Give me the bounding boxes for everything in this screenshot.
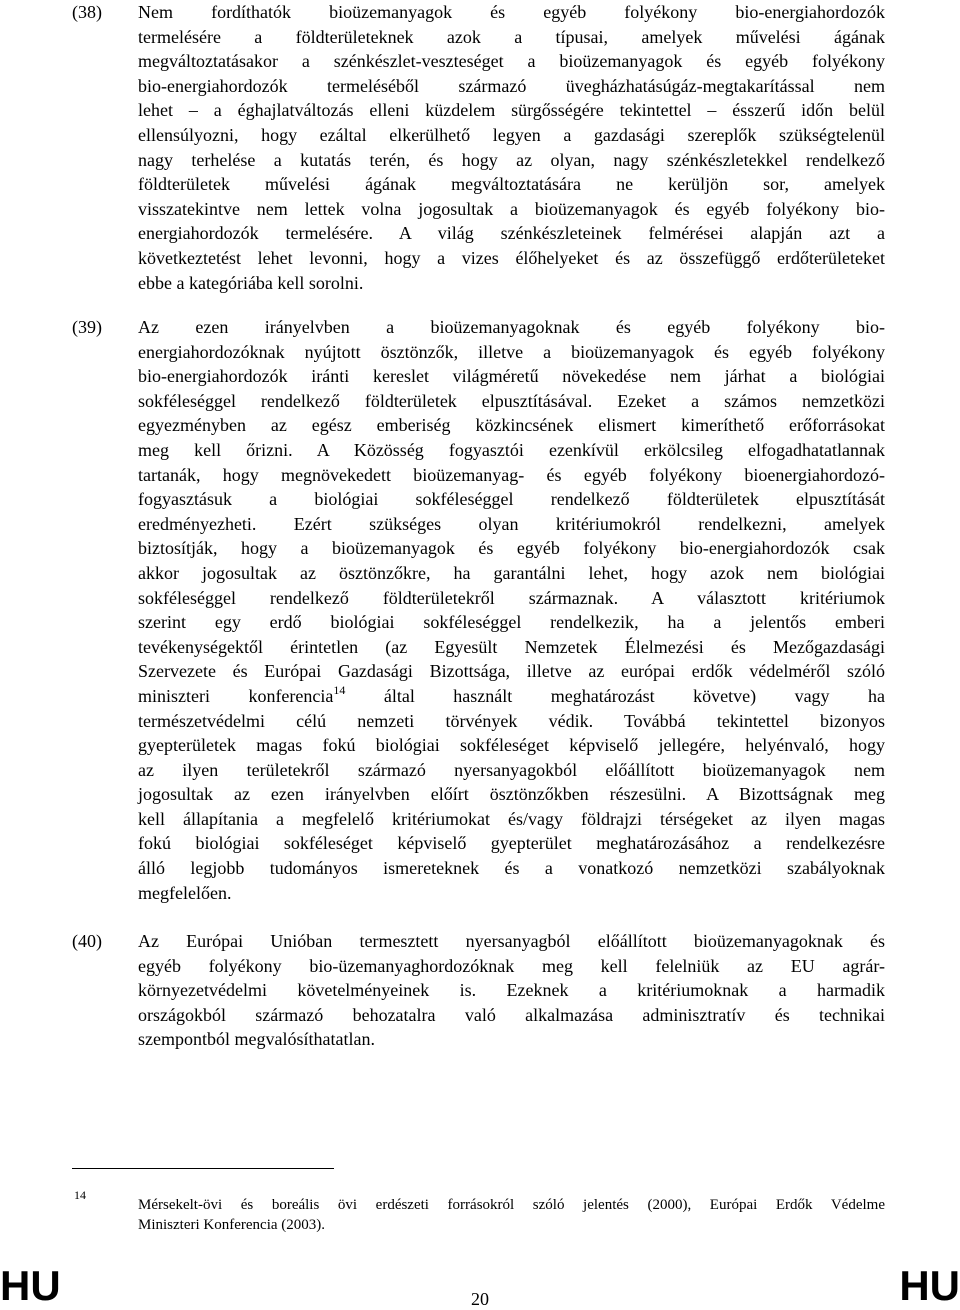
text-fragment: miniszteri konferencia [138, 685, 334, 706]
text-line: biztosítják, hogy a bioüzemanyagok és egyéb folyékony bio-energiahordozók csak [138, 538, 885, 559]
text-line: gyepterületek magas fokú biológiai sokféleséget képviselő jellegére, helyénvaló, hogy [138, 735, 885, 756]
paragraph-number: (39) [72, 317, 102, 337]
text-line: meg kell őrizni. A Közösség fogyasztói ezenkívül erkölcsileg elfogadhatatlannak [138, 439, 885, 460]
text-fragment: által használt meghatározást követve) vagy ha [383, 685, 886, 706]
footnote-line: Miniszteri Konferencia (2003). [138, 1217, 326, 1233]
footnote-text [138, 1195, 885, 1235]
paragraph-number: (40) [72, 931, 102, 951]
footnote-divider [72, 1168, 334, 1169]
text-line: bio-energiahordozók termeléséből származó üvegházhatásúgáz-megtakarítással nem [138, 75, 885, 96]
paragraph-number: (38) [72, 2, 102, 22]
text-line: ellensúlyozni, hogy ezáltal elkerülhető legyen a gazdasági szereplők szükségtelenül [138, 124, 885, 145]
text-line: országokból származó behozatalra való alkalmazása adminisztratív és technikai [138, 1004, 885, 1025]
text-line: sokféleséggel rendelkező földterületekről származnak. A választott kritériumok [138, 587, 885, 608]
text-line: bio-energiahordozók iránti kereslet világméretű növekedése nem járhat a biológiai [138, 366, 885, 387]
footnote-line: Mérsekelt-övi és boreális övi erdészeti forrásokról szóló jelentés (2000), Európai Erdők Védelme [138, 1197, 885, 1213]
text-line: Nem fordíthatók bioüzemanyagok és egyéb folyékony bio-energiahordozók [138, 2, 885, 22]
paragraph-text [138, 315, 885, 905]
language-code-right: HU [899, 1262, 960, 1309]
paragraph-text [138, 0, 885, 295]
text-line: egyéb folyékony bio-üzemanyaghordozóknak meg kell felelniük az EU agrár- [138, 955, 885, 976]
text-line: tartanák, hogy megnövekedett bioüzemanyag- és egyéb folyékony bioenergiahordozó- [138, 464, 885, 485]
text-line: ebbe a kategóriába kell sorolni. [138, 272, 364, 293]
text-line: tevékenységektől érintetlen (az Egyesült Nemzetek Élelmezési és Mezőgazdasági [138, 636, 885, 657]
text-line: fokú biológiai sokféleséget képviselő gyepterület meghatározásához a rendelkezésre [138, 833, 885, 854]
text-line: egyezményben az egész emberiség közkincsének elismert kimeríthető erőforrásokat [138, 415, 885, 436]
text-line: eredményezheti. Ezért szükséges olyan kritériumokról rendelkezni, amelyek [138, 513, 885, 534]
text-line: visszatekintve nem lettek volna jogosultak a bioüzemanyagok és egyéb folyékony bio- [138, 198, 885, 219]
language-code-left: HU [0, 1262, 61, 1309]
page-number: 20 [471, 1289, 489, 1309]
text-line: következtetést lehet levonni, hogy a vizes élőhelyeket és az összefüggő erdőterületeket [138, 247, 885, 268]
text-line: fogyasztásuk a biológiai sokféleséggel rendelkező földterületek elpusztítását [138, 489, 885, 510]
text-line: sokféleséggel rendelkező földterületek elpusztításával. Ezeket a számos nemzetközi [138, 390, 885, 411]
text-line: Szervezete és Európai Gazdasági Bizottsága, illetve az európai erdők védelméről szóló [138, 661, 885, 682]
footnote-number: 14 [74, 1188, 86, 1202]
text-line: akkor jogosultak az ösztönzőkre, ha garantálni lehet, hogy azok nem biológiai [138, 562, 885, 583]
text-line: környezetvédelmi követelményeinek is. Ezeknek a kritériumoknak a harmadik [138, 980, 885, 1001]
text-line: Az Európai Unióban termesztett nyersanyagból előállított bioüzemanyagoknak és [138, 931, 885, 951]
footnote-reference[interactable]: 14 [333, 682, 346, 697]
text-line: termelésére a földterületeknek azok a típusai, amelyek művelési ágának [138, 26, 885, 47]
text-line: szerint egy erdő biológiai sokféleséggel rendelkezik, ha a jelentős emberi [138, 612, 885, 633]
text-line: energiahordozóknak nyújtott ösztönzők, illetve a bioüzemanyagok és egyéb folyékony [138, 341, 885, 362]
text-line: lehet – a éghajlatváltozás elleni küzdelem sürgősségére tekintettel – ésszerű időn belül [138, 100, 885, 121]
text-line: az ilyen területekről származó nyersanyagokból előállított bioüzemanyagok nem [138, 759, 885, 780]
text-line: megfelelően. [138, 882, 232, 903]
text-line: kell állapítania a megfelelő kritériumokat és/vagy földrajzi térségeket az ilyen magas [138, 808, 885, 829]
text-line: jogosultak az ezen irányelvben előírt ösztönzőkben részesülni. A Bizottságnak meg [138, 784, 885, 805]
text-line-with-footnote [138, 684, 885, 709]
text-line: nagy terhelése a kutatás terén, és hogy az olyan, nagy szénkészletekkel rendelkező [138, 149, 885, 170]
paragraph-text [138, 929, 885, 1052]
text-line: földterületek művelési ágának megváltoztatására ne kerüljön sor, amelyek [138, 174, 885, 195]
text-line: szempontból megvalósíthatatlan. [138, 1029, 375, 1050]
text-line: energiahordozók termelésére. A világ szénkészleteinek felmérései alapján azt a [138, 223, 885, 244]
text-line: Az ezen irányelvben a bioüzemanyagoknak és egyéb folyékony bio- [138, 317, 885, 337]
text-line: természetvédelmi célú nemzeti törvények védik. Továbbá tekintettel bizonyos [138, 710, 885, 731]
text-line: álló legjobb tudományos ismereteknek és a vonatkozó nemzetközi szabályoknak [138, 858, 885, 879]
text-line: megváltoztatásakor a szénkészlet-veszteséget a bioüzemanyagok és egyéb folyékony [138, 51, 885, 72]
